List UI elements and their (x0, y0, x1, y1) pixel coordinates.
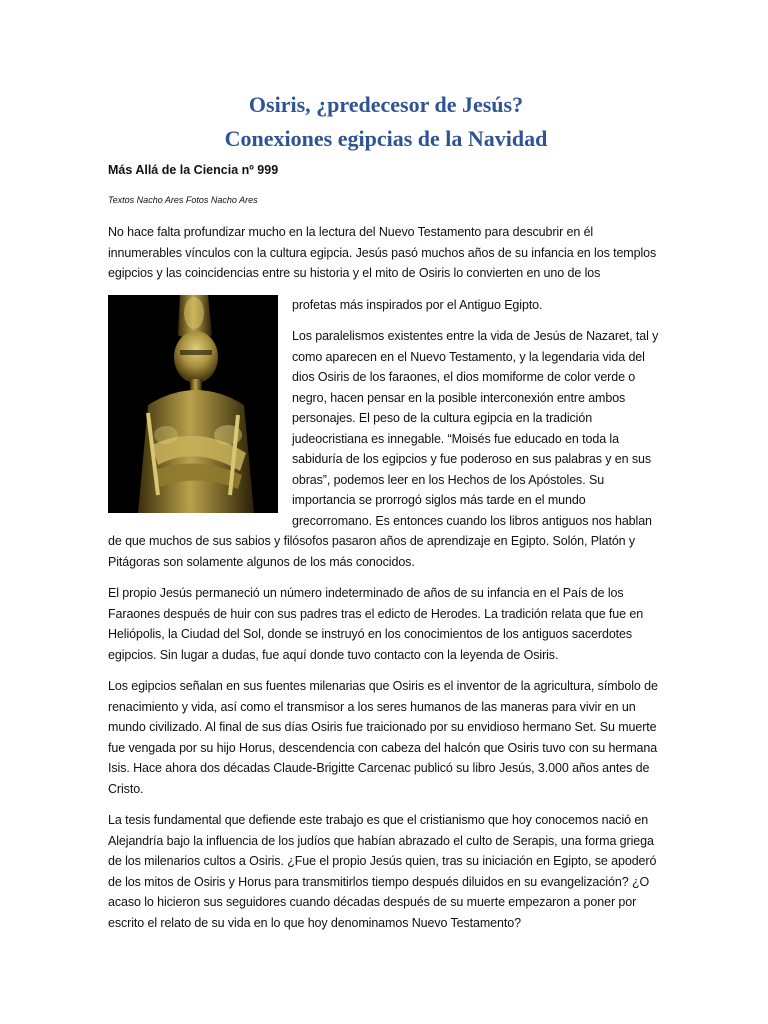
paragraph-3: El propio Jesús permaneció un número indeterminado de años de su infancia en el País de los Faraones después de huir con sus padres tras el edicto de Herodes. La tradición relata que fue en Heliópolis, la Ciudad del Sol, donde se instruyó en los conocimientos de los antiguos sacerdotes egipcios. Sin lugar a dudas, fue aquí donde tuvo contacto con la leyenda de Osiris. (108, 586, 644, 662)
credits-line: Textos Nacho Ares Fotos Nacho Ares (108, 195, 258, 205)
osiris-statue-image (108, 295, 278, 513)
paragraph-5: La tesis fundamental que defiende este trabajo es que el cristianismo que hoy conocemos nació en Alejandría bajo la influencia de los judíos que habían abrazado el culto de Serapis, una forma griega de los milenarios cultos a Osiris. ¿Fue el propio Jesús quien, tras su iniciación en Egipto, se apoderó de los mitos de Osiris y Horus para transmitirlos tiempo después diluidos en su evangelización? ¿O acaso lo hicieron sus seguidores cuando décadas después de su muerte empezaron a poner por escrito el relato de su vida en lo que hoy denominamos Nuevo Testamento? (108, 813, 657, 930)
paragraph-1-main: No hace falta profundizar mucho en la lectura del Nuevo Testamento para descubrir en él innumerables vínculos con la cultura egipcia. Jesús pasó muchos años de su infancia en los templos egipcios y las coincidencias entre su historia y el mito de Osiris lo convierten en uno de los (108, 225, 657, 280)
figure-block (108, 295, 664, 584)
article (108, 88, 664, 944)
title-line-2: Conexiones egipcias de la Navidad (224, 126, 548, 151)
paragraph-1 (108, 222, 664, 284)
paragraph-1-tail-text: profetas más inspirados por el Antiguo Egipto. (292, 297, 543, 312)
article-title (108, 88, 664, 156)
source-line: Más Allá de la Ciencia nº 999 (108, 163, 279, 177)
paragraph-2: Los paralelismos existentes entre la vida de Jesús de Nazaret, tal y como aparecen en el Nuevo Testamento, y la legendaria vida del dios Osiris de los faraones, el dios momiforme de color verde o negro, hacen pensar en la posible interconexión entre ambos personajes. El peso de la cultura egipcia en la tradición judeocristiana es innegable. “Moisés fue educado en toda la sabiduría de los egipcios y fue poderoso en sus palabras y en sus obras”, podemos leer en los Hechos de los Apóstoles. Su importancia se prorrogó siglos más tarde en el mundo grecorromano. Es entonces cuando los libros antiguos nos hablan de que muchos de sus sabios y filósofos pasaron años de aprendizaje en Egipto. Solón, Platón y Pitágoras son solamente algunos de los más conocidos. (108, 329, 659, 569)
title-line-1: Osiris, ¿predecesor de Jesús? (248, 92, 524, 117)
paragraph-4: Los egipcios señalan en sus fuentes milenarias que Osiris es el inventor de la agricultura, símbolo de renacimiento y vida, así como el transmisor a los seres humanos de las maneras para vivir en un mundo civilizado. Al final de sus días Osiris fue traicionado por su envidioso hermano Set. Su muerte fue vengada por su hijo Horus, descendencia con cabeza del halcón que Osiris tuvo con su hermana Isis. Hace ahora dos décadas Claude-Brigitte Carcenac publicó su libro Jesús, 3.000 años antes de Cristo. (108, 679, 658, 796)
